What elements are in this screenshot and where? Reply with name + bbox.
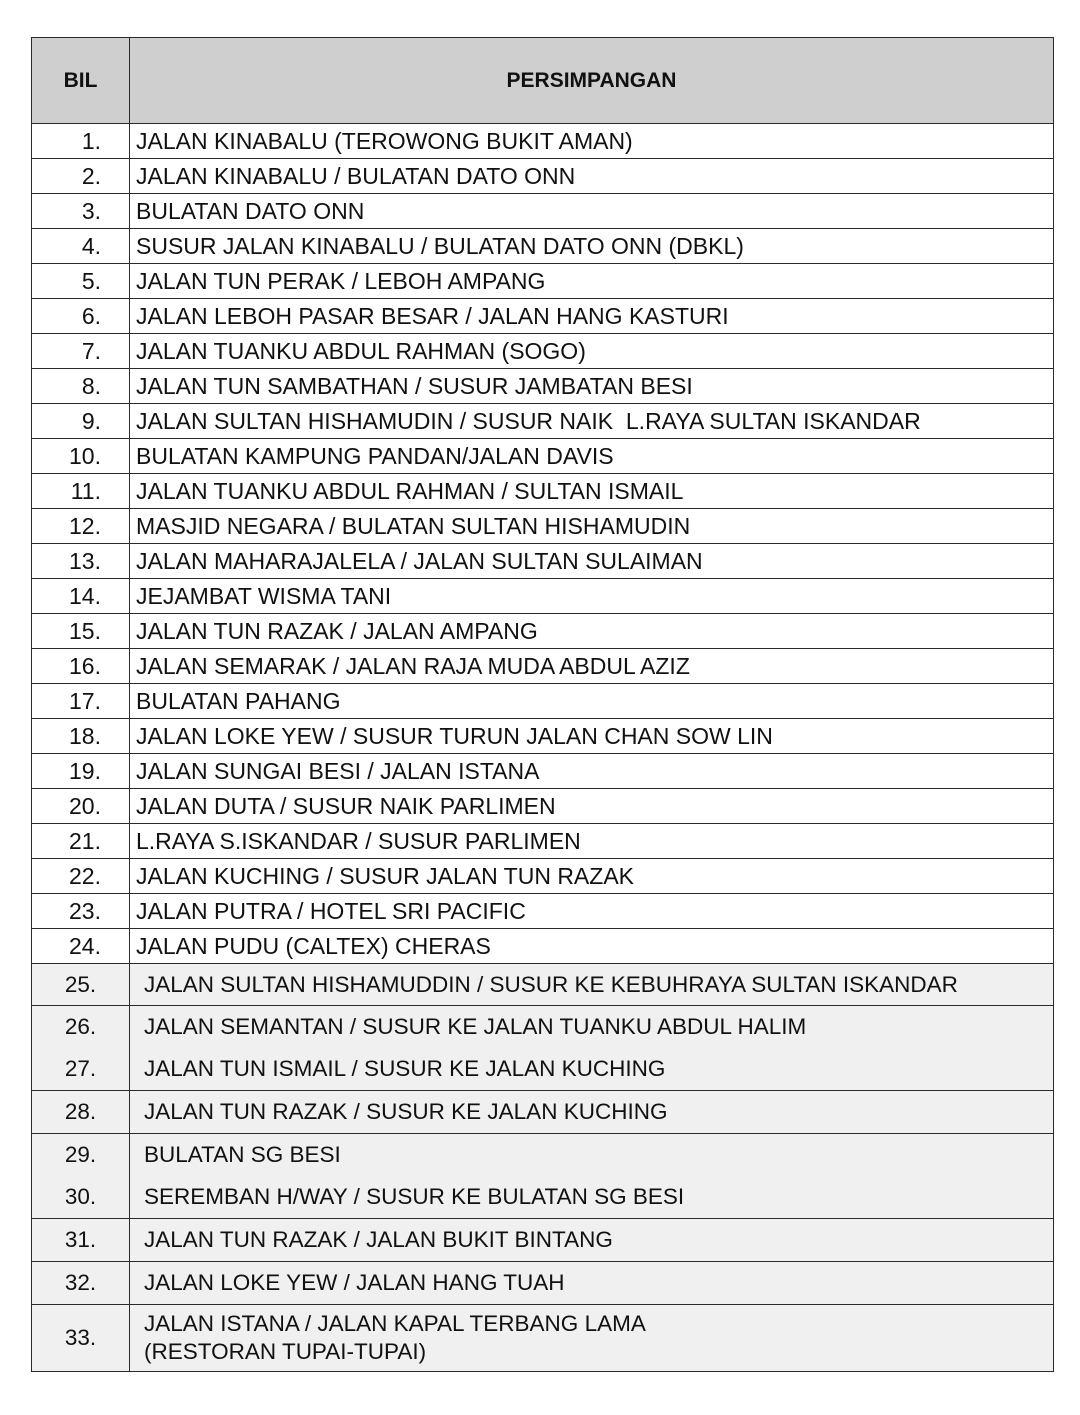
junction-name: JALAN LOKE YEW / SUSUR TURUN JALAN CHAN SOW LIN xyxy=(130,719,1054,754)
row-number: 27. xyxy=(64,1056,97,1081)
table-row xyxy=(32,194,1054,229)
junction-name: JALAN SULTAN HISHAMUDDIN / SUSUR KE KEBUHRAYA SULTAN ISKANDAR xyxy=(130,964,1054,1006)
table-row xyxy=(32,894,1054,929)
junction-name: BULATAN SG BESI xyxy=(144,1142,341,1167)
junction-name: SUSUR JALAN KINABALU / BULATAN DATO ONN (DBKL) xyxy=(130,229,1054,264)
junction-name: JALAN ISTANA / JALAN KAPAL TERBANG LAMA xyxy=(144,1311,646,1336)
table-row xyxy=(32,264,1054,299)
junction-name: JALAN TUN PERAK / LEBOH AMPANG xyxy=(130,264,1054,299)
row-number: 4. xyxy=(32,229,130,264)
row-number: 26. xyxy=(64,1014,97,1039)
row-number: 3. xyxy=(32,194,130,229)
row-number: 2. xyxy=(32,159,130,194)
row-number: 8. xyxy=(32,369,130,404)
junction-name: BULATAN KAMPUNG PANDAN/JALAN DAVIS xyxy=(130,439,1054,474)
header-bil: BIL xyxy=(32,38,130,124)
table-row xyxy=(32,929,1054,964)
table-row xyxy=(32,719,1054,754)
row-number: 30. xyxy=(64,1184,97,1209)
row-number: 7. xyxy=(32,334,130,369)
row-number: 33. xyxy=(32,1305,130,1372)
table-row xyxy=(32,1219,1054,1262)
table-row xyxy=(32,474,1054,509)
junction-name: JALAN KINABALU (TEROWONG BUKIT AMAN) xyxy=(130,124,1054,159)
junction-name: JEJAMBAT WISMA TANI xyxy=(130,579,1054,614)
row-number: 31. xyxy=(32,1219,130,1262)
table-row xyxy=(32,1134,1054,1219)
junction-name-continued: (RESTORAN TUPAI-TUPAI) xyxy=(144,1339,427,1364)
junction-name: JALAN TUN ISMAIL / SUSUR KE JALAN KUCHING xyxy=(144,1056,666,1081)
table-row xyxy=(32,544,1054,579)
row-number: 10. xyxy=(32,439,130,474)
row-number: 29. xyxy=(64,1142,97,1167)
junction-name-group xyxy=(130,1134,1054,1219)
junction-name: JALAN TUN RAZAK / SUSUR KE JALAN KUCHING xyxy=(130,1091,1054,1134)
table-row xyxy=(32,404,1054,439)
row-number: 32. xyxy=(32,1262,130,1305)
row-number: 6. xyxy=(32,299,130,334)
table-row xyxy=(32,369,1054,404)
junction-name: L.RAYA S.ISKANDAR / SUSUR PARLIMEN xyxy=(130,824,1054,859)
row-number: 23. xyxy=(32,894,130,929)
row-number: 19. xyxy=(32,754,130,789)
junction-name: JALAN TUANKU ABDUL RAHMAN (SOGO) xyxy=(130,334,1054,369)
table-row xyxy=(32,789,1054,824)
junction-name: MASJID NEGARA / BULATAN SULTAN HISHAMUDIN xyxy=(130,509,1054,544)
row-number: 15. xyxy=(32,614,130,649)
junction-name: JALAN TUN RAZAK / JALAN AMPANG xyxy=(130,614,1054,649)
junction-name: JALAN PUTRA / HOTEL SRI PACIFIC xyxy=(130,894,1054,929)
table-row xyxy=(32,1091,1054,1134)
table-row xyxy=(32,124,1054,159)
row-number: 5. xyxy=(32,264,130,299)
junction-name: JALAN LEBOH PASAR BESAR / JALAN HANG KASTURI xyxy=(130,299,1054,334)
junction-name: BULATAN PAHANG xyxy=(130,684,1054,719)
junction-name: JALAN KUCHING / SUSUR JALAN TUN RAZAK xyxy=(130,859,1054,894)
row-number: 24. xyxy=(32,929,130,964)
table-row xyxy=(32,824,1054,859)
junction-name: JALAN SULTAN HISHAMUDIN / SUSUR NAIK L.RAYA SULTAN ISKANDAR xyxy=(130,404,1054,439)
junction-name: BULATAN DATO ONN xyxy=(130,194,1054,229)
junction-name-group xyxy=(130,1305,1054,1372)
junction-name: JALAN TUN RAZAK / JALAN BUKIT BINTANG xyxy=(130,1219,1054,1262)
junction-name-group xyxy=(130,1006,1054,1091)
table-row xyxy=(32,649,1054,684)
table-row xyxy=(32,1006,1054,1091)
row-number: 21. xyxy=(32,824,130,859)
table-row xyxy=(32,614,1054,649)
row-number-group xyxy=(32,1006,130,1091)
table-row xyxy=(32,229,1054,264)
junction-name: JALAN TUN SAMBATHAN / SUSUR JAMBATAN BESI xyxy=(130,369,1054,404)
table-row xyxy=(32,159,1054,194)
row-number: 11. xyxy=(32,474,130,509)
junction-name: JALAN LOKE YEW / JALAN HANG TUAH xyxy=(130,1262,1054,1305)
junction-name: SEREMBAN H/WAY / SUSUR KE BULATAN SG BESI xyxy=(144,1184,685,1209)
row-number: 14. xyxy=(32,579,130,614)
table-row xyxy=(32,964,1054,1006)
junction-name: JALAN MAHARAJALELA / JALAN SULTAN SULAIMAN xyxy=(130,544,1054,579)
row-number: 13. xyxy=(32,544,130,579)
junction-name: JALAN TUANKU ABDUL RAHMAN / SULTAN ISMAIL xyxy=(130,474,1054,509)
row-number: 22. xyxy=(32,859,130,894)
row-number-group xyxy=(32,1134,130,1219)
row-number: 16. xyxy=(32,649,130,684)
junction-name: JALAN SUNGAI BESI / JALAN ISTANA xyxy=(130,754,1054,789)
row-number: 25. xyxy=(32,964,130,1006)
junction-name: JALAN SEMANTAN / SUSUR KE JALAN TUANKU ABDUL HALIM xyxy=(144,1014,807,1039)
table-row xyxy=(32,334,1054,369)
junction-table xyxy=(31,37,1054,1372)
table-row xyxy=(32,754,1054,789)
table-row xyxy=(32,859,1054,894)
table-row xyxy=(32,1262,1054,1305)
row-number: 12. xyxy=(32,509,130,544)
table-row xyxy=(32,684,1054,719)
header-persimpangan: PERSIMPANGAN xyxy=(130,38,1054,124)
row-number: 17. xyxy=(32,684,130,719)
table-row xyxy=(32,509,1054,544)
junction-name: JALAN PUDU (CALTEX) CHERAS xyxy=(130,929,1054,964)
row-number: 9. xyxy=(32,404,130,439)
row-number: 28. xyxy=(32,1091,130,1134)
table-row xyxy=(32,1305,1054,1372)
table-row xyxy=(32,439,1054,474)
table-row xyxy=(32,299,1054,334)
table-row xyxy=(32,579,1054,614)
table-header-row xyxy=(32,38,1054,124)
row-number: 1. xyxy=(32,124,130,159)
row-number: 20. xyxy=(32,789,130,824)
row-number: 18. xyxy=(32,719,130,754)
junction-name: JALAN DUTA / SUSUR NAIK PARLIMEN xyxy=(130,789,1054,824)
junction-name: JALAN SEMARAK / JALAN RAJA MUDA ABDUL AZIZ xyxy=(130,649,1054,684)
junction-name: JALAN KINABALU / BULATAN DATO ONN xyxy=(130,159,1054,194)
